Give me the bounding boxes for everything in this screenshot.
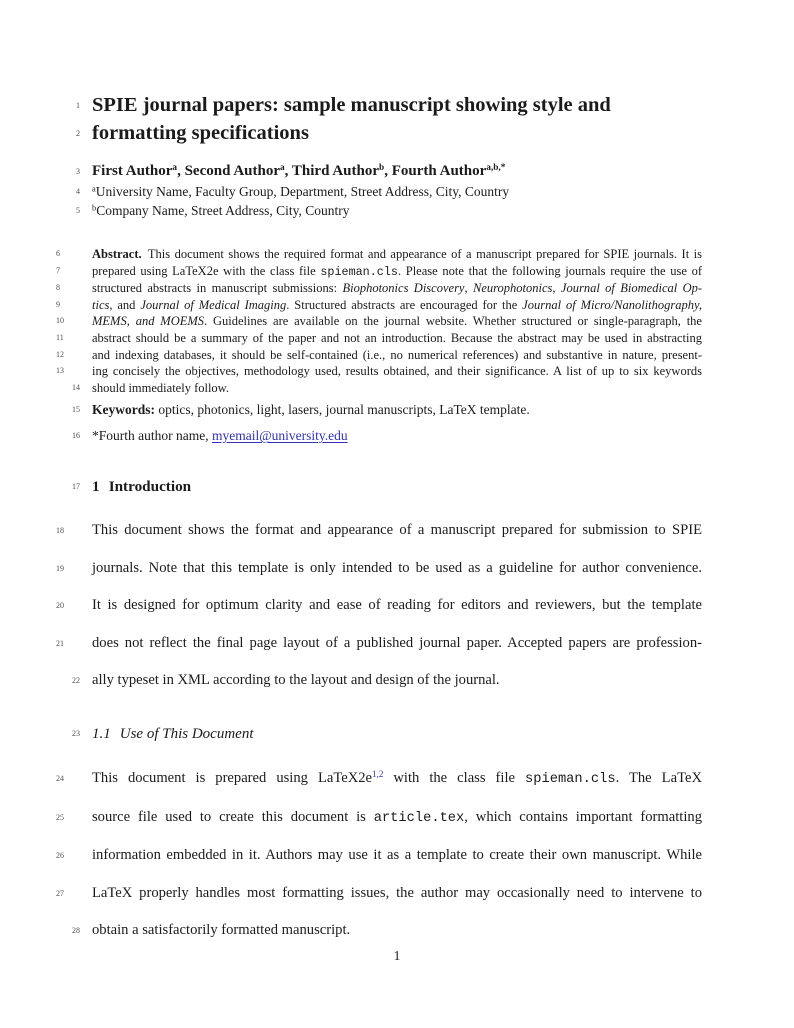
text-run: Use of This Document <box>119 726 254 742</box>
bold-text-run: Abstract. <box>92 247 142 261</box>
manuscript-line-2 <box>76 120 702 148</box>
text-run: , which contains important formatting <box>464 808 702 825</box>
text-run: First Author <box>92 163 173 179</box>
line-number: 3 <box>76 167 80 176</box>
line-number: 20 <box>56 601 64 610</box>
line-number: 27 <box>56 888 64 898</box>
manuscript-line-4 <box>76 182 702 201</box>
text-run: journals. Note that this template is only intended to be used as a guideline for author convenience. <box>92 559 702 576</box>
line-number: 13 <box>56 366 64 376</box>
text-run: This document shows the required format and appearance of a manuscript prepared for SPIE journals. It is <box>141 247 702 261</box>
line-number: 18 <box>56 526 64 535</box>
affiliations-block <box>76 182 702 220</box>
email-link[interactable]: myemail@university.edu <box>211 428 348 443</box>
line-number: 26 <box>56 851 64 860</box>
text-run: LaTeX properly handles most formatting issues, the author may occasionally need to intervene to <box>92 884 702 901</box>
line-number: 7 <box>56 265 60 275</box>
manuscript-line-25 <box>56 799 702 838</box>
manuscript-line-17 <box>72 477 702 497</box>
text-run: , and <box>109 297 141 312</box>
line-number: 12 <box>56 349 64 359</box>
text-run: does not reflect the final page layout of a published journal paper. Accepted papers are profession- <box>92 634 702 651</box>
line-number: 2 <box>76 128 80 138</box>
text-run: *Fourth author name, <box>92 428 212 443</box>
manuscript-line-9 <box>56 297 702 314</box>
superscript-marker: a,b,* <box>486 162 506 173</box>
manuscript-line-23 <box>72 724 702 744</box>
superscript-marker: a <box>92 184 96 194</box>
line-number: 15 <box>72 405 80 414</box>
text-run: with the class file <box>383 770 526 786</box>
citation-link[interactable]: 1,2 <box>372 769 384 780</box>
manuscript-line-28 <box>72 912 702 950</box>
italic-text-run: Neurophotonics <box>473 281 553 296</box>
text-run: This document is prepared using LaTeX2e <box>92 770 373 786</box>
text-run: . The LaTeX <box>615 770 702 786</box>
line-number: 23 <box>72 729 80 738</box>
manuscript-line-10 <box>56 313 702 330</box>
manuscript-line-16 <box>72 427 702 444</box>
text-run: Introduction <box>108 478 192 495</box>
page-number: 1 <box>393 948 401 963</box>
manuscript-line-6 <box>56 246 702 263</box>
manuscript-line-11 <box>56 330 702 347</box>
text-run: It is designed for optimum clarity and ease of reading for editors and reviewers, but the template <box>92 597 702 613</box>
correspondence-block <box>72 427 702 444</box>
title-block <box>76 92 702 147</box>
superscript-marker: a <box>280 162 285 173</box>
text-run: information embedded in it. Authors may use it as a template to create their own manuscript. While <box>92 847 702 863</box>
authors-block <box>76 161 702 182</box>
line-number: 17 <box>72 482 80 491</box>
line-number: 1 <box>76 101 80 110</box>
manuscript-line-20 <box>56 587 702 625</box>
text-run: , <box>552 281 561 296</box>
manuscript-line-27 <box>56 875 702 913</box>
manuscript-line-5 <box>76 201 702 220</box>
italic-text-run: MEMS, and MOEMS <box>92 314 205 329</box>
text-run: and indexing databases, it should be self-contained (i.e., no numerical references) and substantive in nature, present- <box>92 347 702 362</box>
text-run: should immediately follow. <box>92 380 230 395</box>
text-run: 1.1 <box>92 726 111 742</box>
text-run: prepared using LaTeX2e with the class file <box>92 263 321 278</box>
line-number: 16 <box>72 431 80 440</box>
superscript-marker: a <box>172 162 178 173</box>
text-run: . Structured abstracts are encouraged for the <box>286 297 523 312</box>
italic-text-run: Biophotonics Discovery <box>342 281 465 296</box>
manuscript-line-1 <box>76 92 702 120</box>
subsection-heading-use-of-this-document <box>72 724 702 744</box>
text-run: structured abstracts in manuscript submissions: <box>92 281 343 296</box>
code-text-run: article.tex <box>373 810 465 826</box>
text-run: , Second Author <box>177 163 281 179</box>
line-number: 5 <box>76 206 80 216</box>
text-run: . Guidelines are available on the journal website. Whether structured or single-paragraph, the <box>204 314 702 329</box>
line-number: 21 <box>56 638 64 648</box>
manuscript-line-13 <box>56 363 702 380</box>
text-run: Company Name, Street Address, City, Country <box>96 203 350 219</box>
use-of-document-paragraph <box>56 760 702 950</box>
text-run: abstract should be a summary of the paper and not an introduction. Because the abstract may be used in abstracting <box>92 330 702 345</box>
manuscript-line-3 <box>76 161 702 182</box>
line-number: 24 <box>56 774 64 783</box>
text-run: University Name, Faculty Group, Department, Street Address, City, Country <box>95 184 510 199</box>
line-number: 22 <box>72 676 80 685</box>
line-number: 10 <box>56 316 64 326</box>
superscript-marker: b <box>379 162 385 173</box>
line-number: 11 <box>56 332 64 342</box>
text-run: SPIE journal papers: sample manuscript showing style and <box>92 94 611 116</box>
line-number: 9 <box>56 299 60 309</box>
text-run: This document shows the format and appearance of a manuscript prepared for submission to SPIE <box>92 522 702 538</box>
line-number: 28 <box>72 926 80 935</box>
line-number: 25 <box>56 812 64 822</box>
bold-text-run: Keywords: <box>92 402 155 417</box>
introduction-paragraph <box>56 512 702 700</box>
manuscript-line-12 <box>56 347 702 364</box>
text-run: optics, photonics, light, lasers, journal manuscripts, LaTeX template. <box>155 402 530 417</box>
code-text-run: spieman.cls <box>525 772 616 787</box>
text-run: , Third Author <box>284 163 380 179</box>
manuscript-line-22 <box>72 662 702 700</box>
line-number: 8 <box>56 283 60 293</box>
manuscript-line-26 <box>56 837 702 875</box>
manuscript-line-7 <box>56 263 703 281</box>
line-number: 14 <box>72 382 80 392</box>
manuscript-line-8 <box>56 280 703 297</box>
line-number: 19 <box>56 563 64 573</box>
italic-text-run: Journal of Biomedical Op- <box>560 281 703 296</box>
italic-text-run: tics <box>92 297 110 312</box>
text-run: ally typeset in XML according to the layout and design of the journal. <box>92 672 500 688</box>
text-run: 1 <box>92 478 100 495</box>
manuscript-line-15 <box>72 401 702 418</box>
text-run: obtain a satisfactorily formatted manuscript. <box>92 922 351 938</box>
italic-text-run: Journal of Micro/Nanolithography, <box>522 297 702 312</box>
section-heading-introduction <box>72 477 702 497</box>
manuscript-line-24 <box>56 760 702 799</box>
manuscript-line-19 <box>56 550 702 588</box>
italic-text-run: Journal of Medical Imaging <box>140 297 287 312</box>
manuscript-line-18 <box>56 512 702 550</box>
text-run: formatting specifications <box>92 121 309 144</box>
manuscript-line-21 <box>56 625 702 663</box>
abstract-block <box>56 246 703 396</box>
line-number: 6 <box>56 249 60 258</box>
keywords-block <box>72 401 702 418</box>
code-text-run: spieman.cls <box>320 264 398 279</box>
superscript-marker: b <box>92 203 97 213</box>
manuscript-line-14 <box>72 380 702 397</box>
text-run: , <box>464 281 473 296</box>
line-number: 4 <box>76 187 80 196</box>
text-run: . Please note that the following journals require the use of <box>397 263 703 278</box>
text-run: , Fourth Author <box>384 163 487 179</box>
text-run: ing concisely the objectives, methodology used, results obtained, and their significance. A list of up to six keywords <box>92 364 702 379</box>
text-run: source file used to create this document is <box>92 808 374 825</box>
